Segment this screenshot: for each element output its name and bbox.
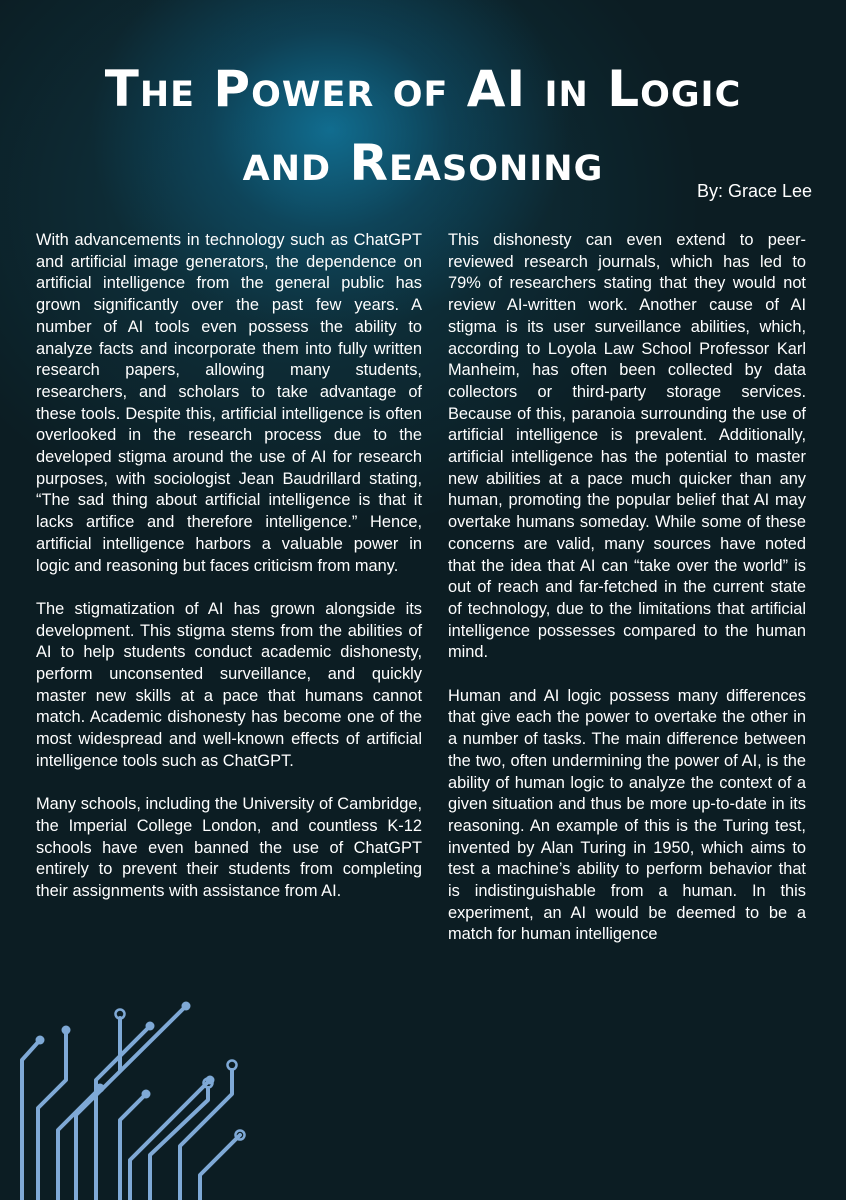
right-paragraph-2: Human and AI logic possess many differences that give each the power to overtake the other in a number of tasks. The main difference between the two, often undermining the power of AI, is the ability of human logic to analyze the context of a given situation and thus be more up-to-date in its reasoning. An example of this is the Turing test, invented by Alan Turing in 1950, which aims to test a machine’s ability to perform behavior that is indistinguishable from a human. In this experiment, an AI would be deemed to be a match for human intelligence [448,686,806,944]
left-paragraph-1: With advancements in technology such as ChatGPT and artificial image generators, the dependence on artificial intelligence from the general public has grown significantly over the past few years. A number of AI tools even possess the ability to analyze facts and incorporate them into fully written research papers, allowing many students, researchers, and scholars to take advantage of these tools. Despite this, artificial intelligence is often overlooked in the research process due to the developed stigma around the use of AI for research purposes, with sociologist Jean Baudrillard stating, “The sad thing about artificial intelligence is that it lacks artifice and therefore intelligence.” Hence, artificial intelligence harbors a valuable power in logic and reasoning but faces criticism from many. [36,231,422,575]
left-paragraph-2: The stigmatization of AI has grown alongside its development. This stigma stems from the abilities of AI to help students conduct academic dishonesty, perform unconsented surveillance, and quickly master new skills at a pace that humans cannot match. Academic dishonesty has become one of the most widespread and well-known effects of artificial intelligence tools such as ChatGPT. [36,599,422,770]
left-paragraph-3: Many schools, including the University of Cambridge, the Imperial College London, and countless K-12 schools have even banned the use of ChatGPT entirely to prevent their students from completing their assignments with assistance from AI. [36,795,422,901]
right-paragraph-1: This dishonesty can even extend to peer-reviewed research journals, which has led to 79% of researchers stating that they would not review AI-written work. Another cause of AI stigma is its user surveillance abilities, which, according to Loyola Law School Professor Karl Manheim, has often been collected by data collectors or third-party storage services. Because of this, paranoia surrounding the use of artificial intelligence is prevalent. Additionally, artificial intelligence has the potential to master new abilities at a pace much quicker than any human, promoting the popular belief that AI may overtake humans someday. While some of these concerns are valid, many sources have noted that the idea that AI can “take over the world” is out of reach and far-fetched in the current state of technology, due to the limitations that artificial intelligence possesses compared to the human mind. [448,231,806,662]
right-column [448,230,806,968]
author-byline: By: Grace Lee [696,181,812,201]
circuit-board-icon [0,960,280,1200]
article-title: The Power of AI in Logic and Reasoning [104,60,742,192]
left-column [36,230,422,924]
